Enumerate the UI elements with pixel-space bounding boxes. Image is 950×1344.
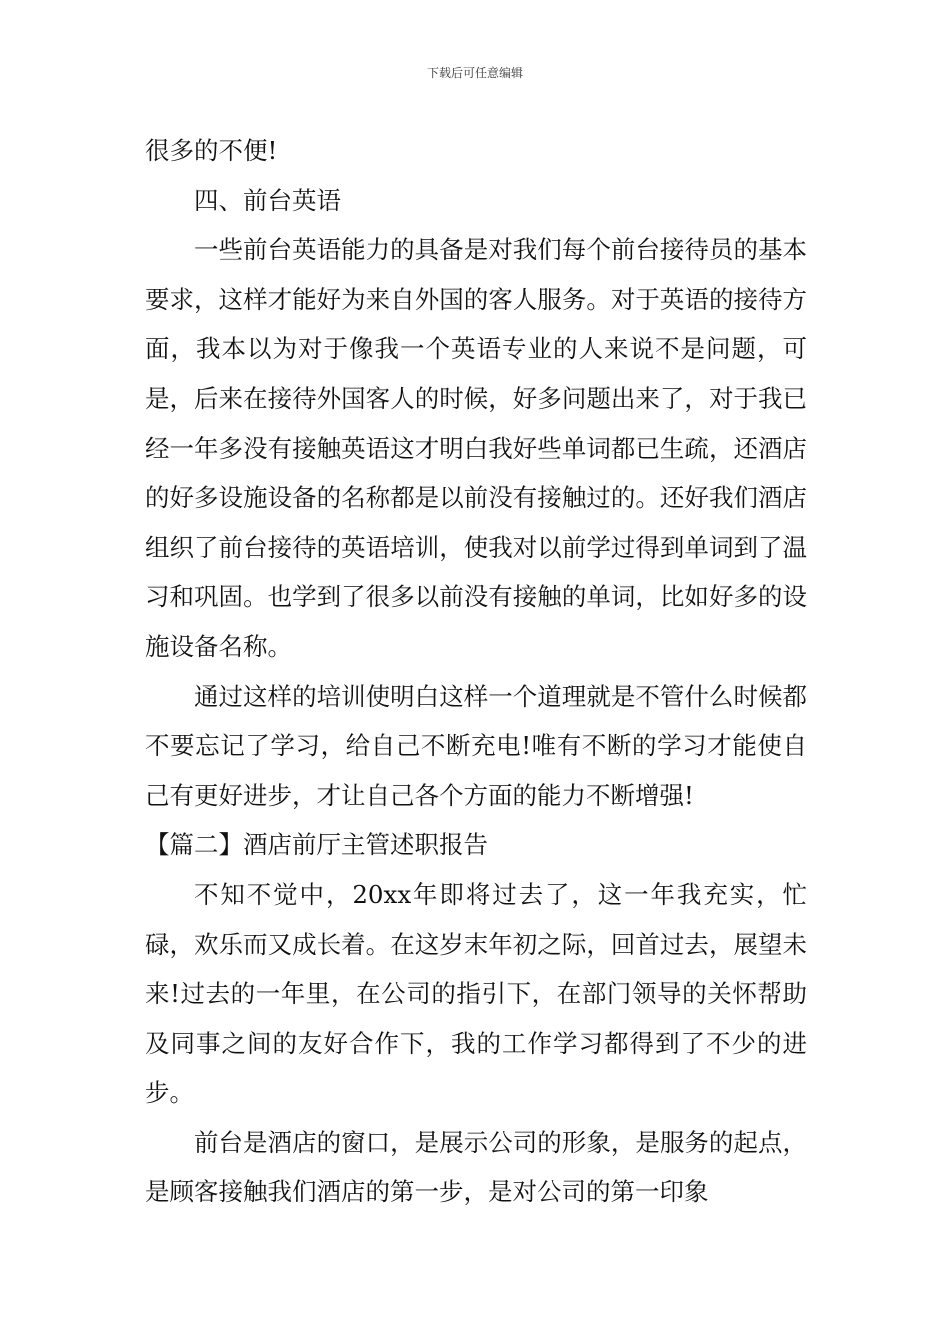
paragraph-english-training: 一些前台英语能力的具备是对我们每个前台接待员的基本要求，这样才能好为来自外国的客人服务。对于英语的接待方面，我本以为对于像我一个英语专业的人来说不是问题，可是，后来在接待外国客人的时候，好多问题出来了，对于我已经一年多没有接触英语这才明白我好些单词都已生疏，还酒店的好多设施设备的名称都是以前没有接触过的。还好我们酒店组织了前台接待的英语培训，使我对以前学过得到单词到了温习和巩固。也学到了很多以前没有接触的单词，比如好多的设施设备名称。: [145, 235, 807, 661]
paragraph-continuation: 很多的不便!: [145, 136, 278, 165]
page-header: 下载后可任意编辑: [426, 66, 523, 80]
paragraph-year-review: 不知不觉中，20xx年即将过去了，这一年我充实，忙碌，欢乐而又成长着。在这岁末年初之际，回首过去，展望未来!过去的一年里，在公司的指引下，在部门领导的关怀帮助及同事之间的友好合作下，我的工作学习都得到了不少的进步。: [145, 879, 807, 1108]
paragraph-frontdesk-window: 前台是酒店的窗口，是展示公司的形象，是服务的起点，是顾客接触我们酒店的第一步，是对公司的第一印象: [145, 1127, 807, 1207]
paragraph-keep-learning: 通过这样的培训使明白这样一个道理就是不管什么时候都不要忘记了学习，给自己不断充电!唯有不断的学习才能使自己有更好进步，才让自己各个方面的能力不断增强!: [145, 681, 807, 810]
article-title-part-two: 【篇二】酒店前厅主管述职报告: [145, 830, 488, 860]
document-body: [145, 126, 807, 1217]
section-heading-frontdesk-english: 四、前台英语: [194, 185, 341, 215]
